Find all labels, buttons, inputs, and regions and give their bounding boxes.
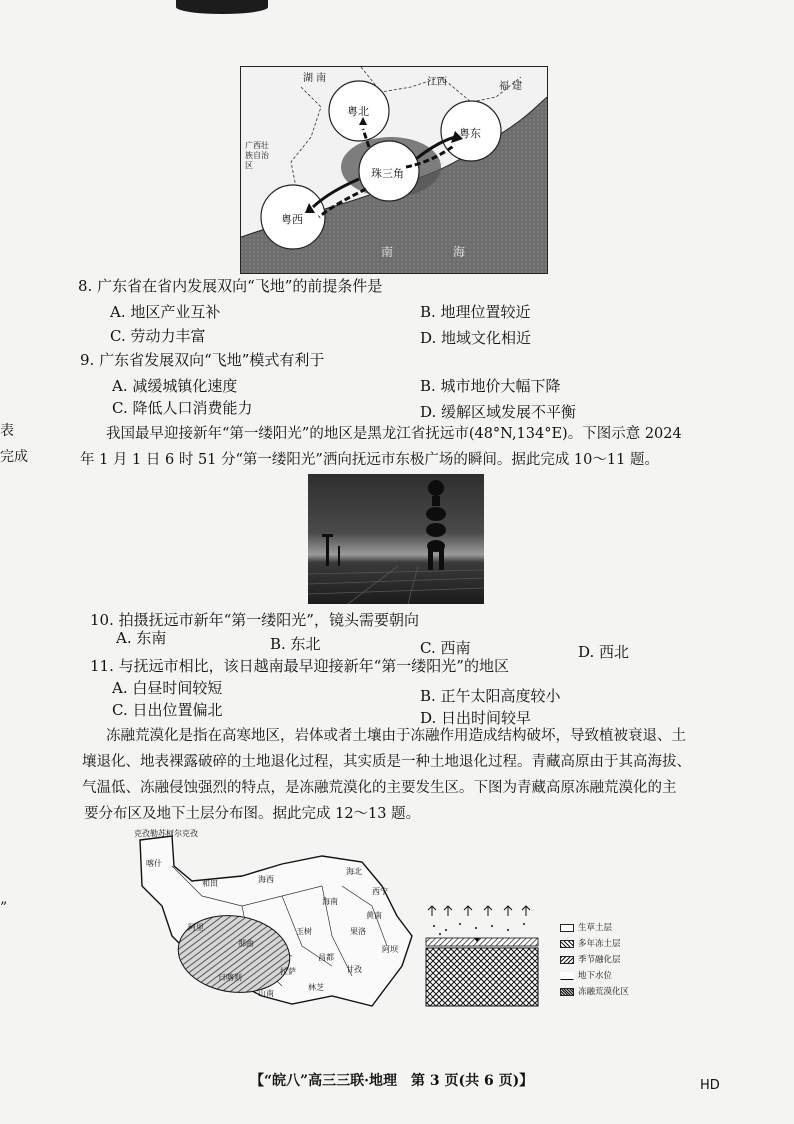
- q8-option-c[interactable]: C. 劳动力丰富: [110, 327, 206, 345]
- label-fujian: 福 建: [499, 81, 523, 92]
- label-ganzi: 甘孜: [346, 965, 362, 974]
- label-huangnan: 黄南: [366, 911, 382, 920]
- label-lhasa: 拉萨: [280, 967, 296, 976]
- q8-stem: 8. 广东省在省内发展双向“飞地”的前提条件是: [78, 277, 383, 295]
- label-xining: 西宁: [372, 887, 388, 896]
- label-haixi: 海西: [258, 875, 274, 884]
- edge-text-1: 表: [0, 423, 14, 439]
- legend-item-3: 季节融化层: [560, 953, 621, 965]
- intro-12-13-line1: 冻融荒漠化是指在高寒地区，岩体或者土壤由于冻融作用造成结构破坏，导致植被衰退、土: [106, 728, 686, 744]
- label-yuexi: 粤西: [281, 213, 303, 226]
- legend-item-1: 生草土层: [560, 921, 612, 933]
- intro-12-13-line2: 壤退化、地表裸露破碎的土地退化过程，其实质是一种土地退化过程。青藏高原由于其高海拔、: [82, 754, 691, 770]
- soil-profile-graphic: [424, 904, 540, 1008]
- q11-stem: 11. 与抚远市相比，该日越南最早迎接新年“第一缕阳光”的地区: [90, 657, 509, 675]
- q9-option-c[interactable]: C. 降低人口消费能力: [112, 399, 253, 417]
- legend-item-2: 多年冻土层: [560, 937, 621, 949]
- q9-option-a[interactable]: A. 减缓城镇化速度: [112, 377, 238, 395]
- legend-item-4: 地下水位: [560, 969, 612, 981]
- q11-option-c[interactable]: C. 日出位置偏北: [112, 701, 223, 719]
- label-changdu: 昌都: [318, 953, 334, 962]
- label-hetian: 和田: [202, 879, 218, 888]
- q8-option-d[interactable]: D. 地域文化相近: [420, 329, 532, 347]
- label-guoluo: 果洛: [350, 927, 366, 936]
- photo-content: [308, 474, 484, 604]
- q8-option-b[interactable]: B. 地理位置较近: [420, 303, 531, 321]
- label-hai: 海: [453, 245, 466, 259]
- label-yushu: 玉树: [296, 927, 312, 936]
- label-hainan: 海南: [322, 897, 338, 906]
- label-nan: 南: [381, 245, 394, 259]
- legend-item-5: 冻融荒漠化区: [560, 985, 629, 997]
- q10-stem: 10. 拍摄抚远市新年“第一缕阳光”，镜头需要朝向: [90, 611, 419, 629]
- legend-swatch-1: [560, 924, 574, 932]
- q11-option-d[interactable]: D. 日出时间较早: [420, 709, 532, 727]
- intro-12-13-line3: 气温低、冻融侵蚀强烈的特点，是冻融荒漠化的主要发生区。下图为青藏高原冻融荒漠化的主: [82, 780, 677, 796]
- q8-option-a[interactable]: A. 地区产业互补: [110, 303, 221, 321]
- q9-option-b[interactable]: B. 城市地价大幅下降: [420, 377, 561, 395]
- sunrise-photo: [308, 474, 484, 604]
- q10-option-c[interactable]: C. 西南: [420, 639, 471, 657]
- soil-profile-diagram: [424, 904, 540, 1008]
- q10-option-d[interactable]: D. 西北: [578, 643, 630, 661]
- label-jiangxi: 江西: [427, 77, 447, 88]
- label-ali: 阿里: [188, 923, 204, 932]
- edge-text-3: ”: [0, 900, 8, 916]
- intro-10-11-line2: 年 1 月 1 日 6 时 51 分“第一缕阳光”洒向抚远市东极广场的瞬间。据此完成 10～11 题。: [80, 452, 659, 468]
- label-yuedong: 粤东: [459, 127, 481, 140]
- label-yuebei: 粤北: [347, 105, 369, 118]
- tibet-map-graphic: [132, 826, 422, 1036]
- label-shannan: 山南: [258, 989, 274, 998]
- intro-12-13-line4: 要分布区及地下土层分布图。据此完成 12～13 题。: [84, 806, 421, 822]
- top-binding-mark: [176, 0, 268, 14]
- q9-option-d[interactable]: D. 缓解区域发展不平衡: [420, 403, 577, 421]
- label-zhusanjiao: 珠三角: [371, 167, 404, 180]
- label-hunan: 湖 南: [303, 73, 327, 84]
- label-linzhi: 林芝: [308, 983, 324, 992]
- label-kezilesu: 克孜勒苏柯尔克孜: [134, 829, 198, 838]
- q10-option-a[interactable]: A. 东南: [116, 629, 167, 647]
- legend-swatch-2: [560, 940, 574, 948]
- intro-10-11-line1: 我国最早迎接新年“第一缕阳光”的地区是黑龙江省抚远市(48°N,134°E)。下图示意 2024: [106, 426, 682, 442]
- label-aba: 阿坝: [382, 945, 398, 954]
- page-footer: 【“皖八”高三三联·地理 第 3 页(共 6 页)】: [250, 1073, 534, 1089]
- q11-option-b[interactable]: B. 正午太阳高度较小: [420, 687, 561, 705]
- label-kashi: 喀什: [146, 859, 162, 868]
- tibet-map: [132, 826, 422, 1036]
- label-guangxi: 广西壮族自治区: [245, 141, 269, 170]
- legend-swatch-3: [560, 956, 574, 964]
- q11-option-a[interactable]: A. 白昼时间较短: [112, 679, 223, 697]
- guangdong-map: [240, 66, 548, 274]
- legend-swatch-5: [560, 988, 574, 996]
- footer-code: HD: [700, 1078, 720, 1093]
- legend-swatch-4: [560, 972, 574, 980]
- label-rikaze: 日喀则: [218, 973, 242, 982]
- label-naqu: 那曲: [238, 939, 254, 948]
- q10-option-b[interactable]: B. 东北: [270, 635, 321, 653]
- edge-text-2: 完成: [0, 449, 28, 465]
- q9-stem: 9. 广东省发展双向“飞地”模式有利于: [80, 351, 325, 369]
- label-haibei: 海北: [346, 867, 362, 876]
